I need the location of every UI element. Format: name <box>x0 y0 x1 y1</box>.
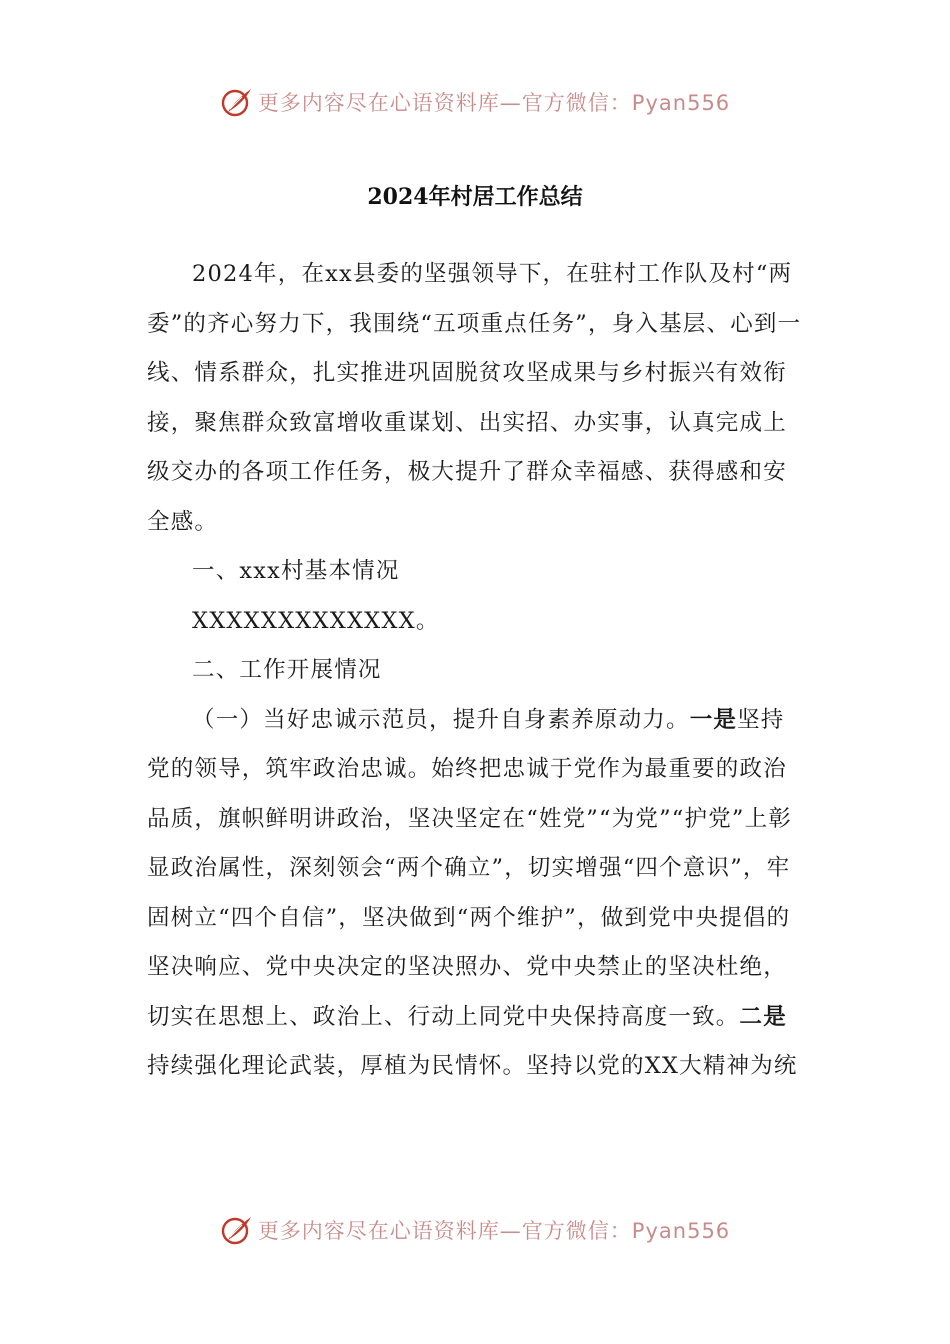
watermark-text: 更多内容尽在心语资料库—官方微信：Pyan556 <box>257 1219 731 1243</box>
quill-pen-circle-icon <box>220 1213 254 1247</box>
section1-body: XXXXXXXXXXXXX。 <box>192 607 440 634</box>
watermark-banner-top <box>0 82 950 122</box>
document-body <box>147 250 802 1092</box>
section2-heading: 二、工作开展情况 <box>192 657 382 683</box>
section2-paragraph <box>147 696 802 1092</box>
quill-pen-circle-icon <box>220 85 254 119</box>
document-title: 2024年村居工作总结 <box>367 184 583 210</box>
section1-heading: 一、xxx村基本情况 <box>192 558 400 584</box>
point1-label: 一是 <box>689 706 738 733</box>
sub1-heading: （一）当好忠诚示范员，提升自身素养原动力。 <box>192 706 690 733</box>
intro-paragraph: 2024年，在xx县委的坚强领导下，在驻村工作队及村“两委”的齐心努力下，我围绕“五项重点任务”，身入基层、心到一线、情系群众，扎实推进巩固脱贫攻坚成果与乡村振兴有效衔接，聚焦群众致富增收重谋划、出实招、办实事，认真完成上级交办的各项工作任务，极大提升了群众幸福感、获得感和安全感。 <box>147 261 802 535</box>
point2-label: 二是 <box>739 1003 787 1030</box>
watermark-text: 更多内容尽在心语资料库—官方微信：Pyan556 <box>257 91 731 115</box>
watermark-banner-bottom <box>0 1210 950 1250</box>
point1-text: 坚持党的领导，筑牢政治忠诚。始终把忠诚于党作为最重要的政治品质，旗帜鲜明讲政治，坚决坚定在“姓党”“为党”“护党”上彰显政治属性，深刻领会“两个确立”，切实增强“四个意识”，牢固树立“四个自信”，坚决做到“两个维护”，做到党中央提倡的坚决响应、党中央决定的坚决照办、党中央禁止的坚决杜绝，切实在思想上、政治上、行动上同党中央保持高度一致。 <box>147 706 793 1030</box>
point2-text: 持续强化理论武装，厚植为民情怀。坚持以党的XX大精神为统 <box>147 1053 798 1079</box>
